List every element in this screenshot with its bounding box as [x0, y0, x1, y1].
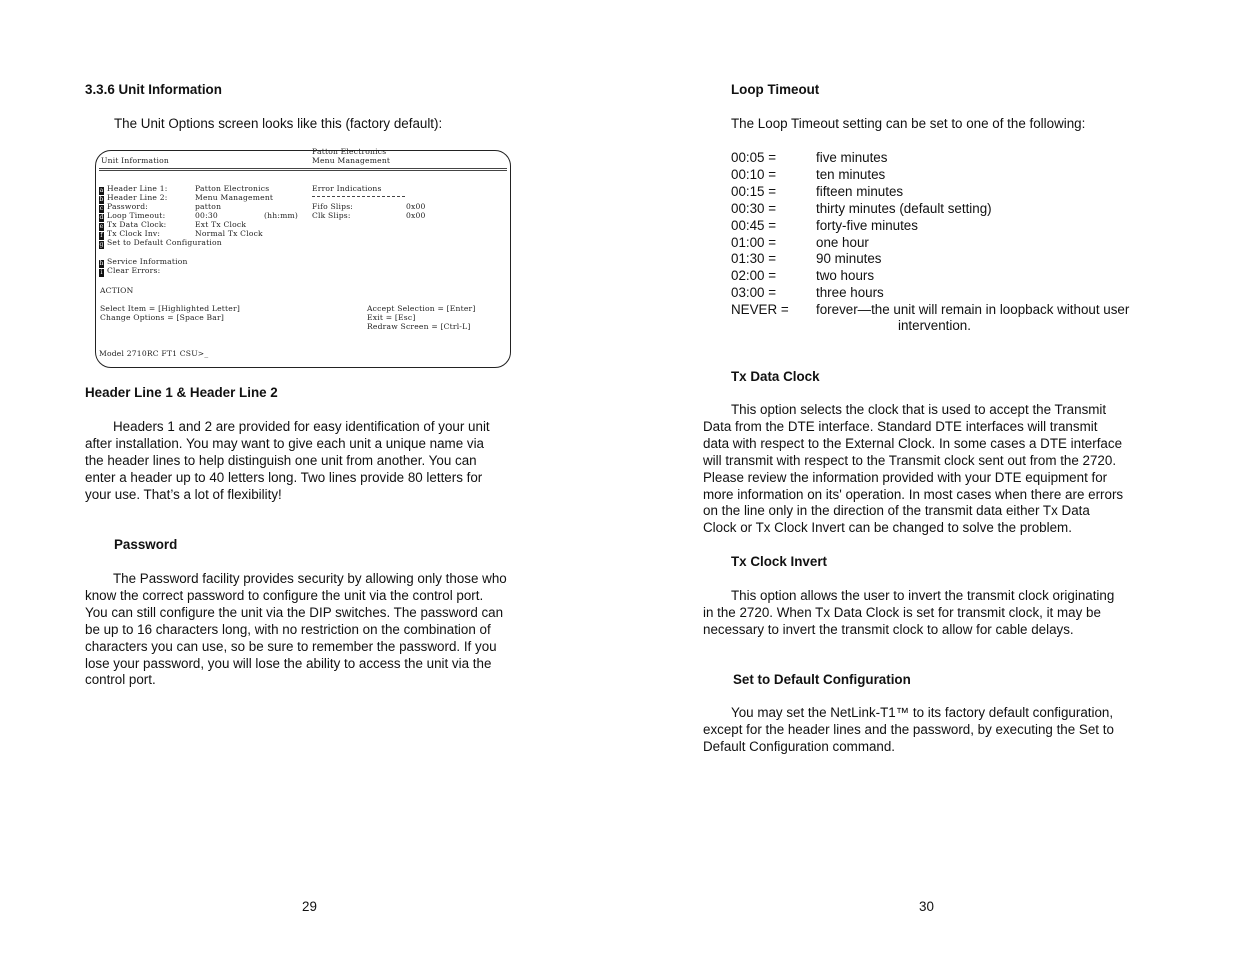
option-key: f — [100, 232, 103, 239]
option-value: Patton Electronics — [195, 184, 270, 193]
loop-timeout-code: NEVER = — [731, 302, 789, 318]
terminal-prompt: Model 2710RC FT1 CSU>_ — [99, 349, 209, 358]
loop-timeout-code: 00:30 = — [731, 200, 777, 216]
loop-timeout-option — [731, 184, 903, 199]
option-label: Set to Default Configuration — [107, 238, 222, 247]
loop-timeout-option — [731, 218, 918, 233]
option-key: c — [99, 205, 104, 212]
loop-timeout-code: 01:00 = — [731, 234, 777, 250]
loop-timeout-heading: Loop Timeout — [731, 82, 820, 97]
option-key: g — [99, 241, 104, 248]
option-label: Service Information — [107, 257, 188, 266]
paragraph-line: more information on its' operation. In most cases when there are errors — [703, 486, 1124, 502]
paragraph-line: after installation. You may want to give each unit a unique name via — [85, 435, 484, 451]
paragraph-line: data with respect to the External Clock. In some cases a DTE interface — [703, 435, 1123, 451]
option-key: d — [99, 214, 104, 221]
loop-timeout-option — [731, 150, 887, 165]
option-label: Tx Clock Inv: — [107, 229, 161, 238]
paragraph-line: Headers 1 and 2 are provided for easy identification of your unit — [113, 419, 490, 434]
option-label: Clear Errors: — [107, 266, 161, 275]
option-value: Normal Tx Clock — [195, 229, 263, 238]
option-value: Menu Management — [195, 193, 274, 202]
section-heading: 3.3.6 Unit Information — [85, 82, 222, 97]
paragraph-line: This option selects the clock that is used to accept the Transmit — [731, 402, 1107, 417]
paragraph-line: Clock or Tx Clock Invert can be changed to solve the problem. — [703, 520, 1072, 536]
right-page — [617, 0, 1234, 954]
page-number-right: 30 — [919, 899, 934, 914]
loop-timeout-description: forty-five minutes — [816, 217, 918, 233]
header-lines-paragraph — [85, 419, 490, 504]
error-indications-title: Error Indications — [312, 184, 382, 193]
left-page — [0, 0, 617, 954]
loop-timeout-option — [731, 167, 885, 182]
loop-timeout-option — [731, 285, 884, 300]
terminal-right-title: Menu Management — [312, 156, 391, 165]
tx-clock-invert-paragraph — [703, 588, 1114, 639]
option-label: Header Line 1: — [107, 184, 168, 193]
loop-timeout-option — [731, 235, 869, 250]
paragraph-line: characters you can use, so be sure to remember the password. If you — [85, 638, 497, 654]
clk-slips-label: Clk Slips: — [312, 211, 351, 220]
loop-timeout-code: 00:10 = — [731, 166, 777, 182]
fifo-slips-value: 0x00 — [406, 202, 426, 211]
default-config-paragraph — [703, 705, 1114, 756]
action-label: ACTION — [100, 286, 134, 295]
option-key: h — [99, 260, 104, 267]
paragraph-line: This option allows the user to invert the transmit clock originating — [731, 588, 1115, 603]
paragraph-line: You may set the NetLink-T1™ to its factory default configuration, — [731, 705, 1114, 720]
terminal-option-row[interactable] — [99, 238, 222, 249]
option-label: Loop Timeout: — [107, 211, 166, 220]
loop-timeout-description: forever—the unit will remain in loopback without user — [816, 302, 1130, 318]
option-value: 00:30 — [195, 211, 218, 220]
loop-timeout-option — [731, 268, 874, 283]
loop-timeout-continuation: intervention. — [898, 318, 971, 333]
intro-text: The Unit Options screen looks like this (factory default): — [114, 116, 443, 131]
default-config-heading: Set to Default Configuration — [733, 672, 911, 687]
loop-timeout-code: 03:00 = — [731, 285, 777, 301]
loop-timeout-description: fifteen minutes — [816, 183, 904, 199]
loop-timeout-code: 01:30 = — [731, 251, 777, 267]
option-key: a — [99, 187, 104, 194]
option-label: Password: — [107, 202, 149, 211]
loop-timeout-description: one hour — [816, 234, 869, 250]
loop-timeout-option — [731, 251, 882, 266]
loop-timeout-description: two hours — [816, 268, 875, 284]
tx-data-clock-paragraph — [703, 402, 1123, 537]
error-underline — [312, 196, 405, 197]
terminal-service-row[interactable] — [99, 266, 160, 277]
loop-timeout-description: ten minutes — [816, 166, 886, 182]
paragraph-line: Please review the information provided with your DTE equipment for — [703, 469, 1108, 485]
paragraph-line: the header lines to help distinguish one unit from another. You can — [85, 452, 477, 468]
paragraph-line: Data from the DTE interface. Standard DTE interfaces will transmit — [703, 418, 1098, 434]
tx-data-clock-heading: Tx Data Clock — [731, 369, 820, 384]
paragraph-line: enter a header up to 40 letters long. Two lines provide 80 letters for — [85, 469, 483, 485]
option-value: Ext Tx Clock — [195, 220, 247, 229]
select-item-hint: Select Item = [Highlighted Letter] — [100, 304, 240, 313]
redraw-screen-hint: Redraw Screen = [Ctrl-L] — [367, 322, 471, 331]
header-lines-heading: Header Line 1 & Header Line 2 — [85, 385, 278, 400]
option-label: Header Line 2: — [107, 193, 168, 202]
loop-timeout-description: 90 minutes — [816, 251, 882, 267]
paragraph-line: will transmit with respect to the Transmit clock sent out from the 2720. — [703, 452, 1117, 468]
password-paragraph — [85, 571, 507, 689]
paragraph-line: Default Configuration command. — [703, 738, 896, 754]
option-label: Tx Data Clock: — [107, 220, 167, 229]
loop-timeout-description: three hours — [816, 285, 884, 301]
loop-timeout-code: 00:45 = — [731, 217, 777, 233]
paragraph-line: be up to 16 characters long, with no restriction on the combination of — [85, 621, 491, 637]
paragraph-line: lose your password, you will lose the ability to access the unit via the — [85, 655, 492, 671]
accept-selection-hint: Accept Selection = [Enter] — [367, 304, 476, 313]
loop-timeout-code: 02:00 = — [731, 268, 777, 284]
terminal-vendor: Patton Electronics — [312, 147, 387, 156]
paragraph-line: except for the header lines and the password, by executing the Set to — [703, 721, 1114, 737]
loop-timeout-description: thirty minutes (default setting) — [816, 200, 992, 216]
loop-timeout-option — [731, 201, 992, 216]
option-key: b — [99, 196, 104, 203]
option-key: i — [100, 269, 103, 276]
loop-timeout-code: 00:05 = — [731, 150, 777, 165]
loop-timeout-option — [731, 302, 1129, 317]
paragraph-line: on the line only in the direction of the transmit data either Tx Data — [703, 503, 1090, 519]
paragraph-line: The Password facility provides security by allowing only those who — [113, 571, 507, 586]
loop-timeout-intro: The Loop Timeout setting can be set to one of the following: — [731, 116, 1086, 131]
paragraph-line: control port. — [85, 672, 156, 688]
paragraph-line: You can still configure the unit via the DIP switches. The password can — [85, 604, 504, 620]
clk-slips-value: 0x00 — [406, 211, 426, 220]
paragraph-line: know the correct password to configure the unit via the control port. — [85, 587, 484, 603]
terminal-left-title: Unit Information — [101, 156, 169, 165]
loop-timeout-code: 00:15 = — [731, 183, 777, 199]
tx-clock-invert-heading: Tx Clock Invert — [731, 554, 827, 569]
password-heading: Password — [114, 537, 178, 552]
exit-hint: Exit = [Esc] — [367, 313, 416, 322]
option-key: e — [99, 223, 104, 230]
page-number-left: 29 — [302, 899, 317, 914]
option-note: (hh:mm) — [264, 211, 299, 220]
loop-timeout-description: five minutes — [816, 150, 888, 165]
paragraph-line: in the 2720. When Tx Data Clock is set for transmit clock, it may be — [703, 604, 1101, 620]
paragraph-line: your use. That’s a lot of flexibility! — [85, 486, 282, 502]
fifo-slips-label: Fifo Slips: — [312, 202, 354, 211]
change-options-hint: Change Options = [Space Bar] — [100, 313, 225, 322]
terminal-divider — [99, 168, 507, 171]
terminal-screen — [95, 147, 511, 368]
option-value: patton — [195, 202, 222, 211]
paragraph-line: necessary to invert the transmit clock to allow for cable delays. — [703, 621, 1074, 637]
